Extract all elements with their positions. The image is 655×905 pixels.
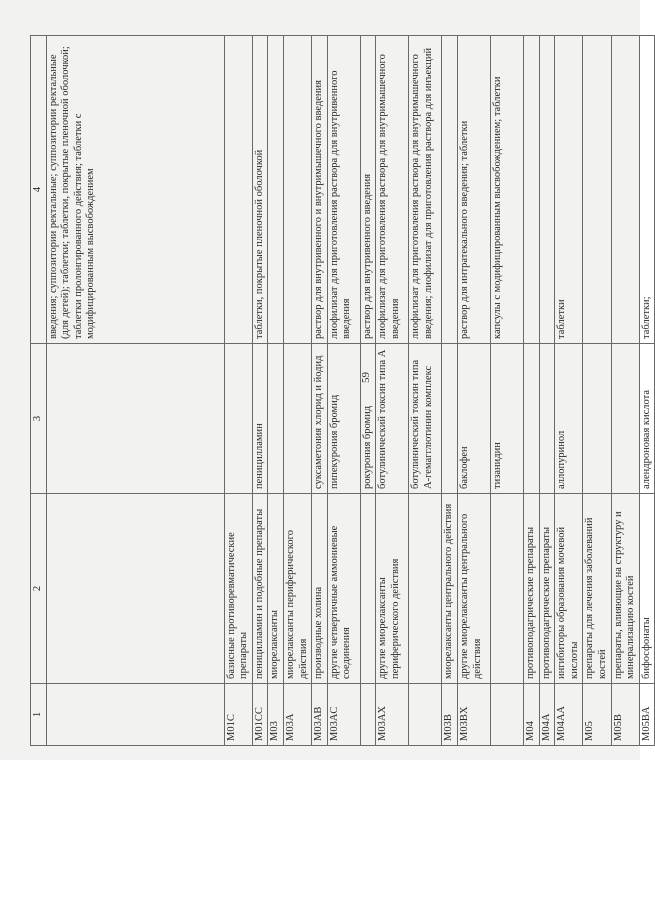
drug-table <box>30 35 655 746</box>
table-row <box>523 36 539 746</box>
code-cell: M01C <box>224 684 252 746</box>
group-cell: другие миорелаксанты центрального действия <box>457 494 490 684</box>
code-cell <box>490 684 523 746</box>
column-header: 4 <box>31 36 47 344</box>
drug-cell: ботулинический токсин типа А <box>376 344 409 494</box>
form-cell <box>583 36 611 344</box>
form-cell: лиофилизат для приготовления раствора для внутривенного введения <box>327 36 360 344</box>
form-cell <box>268 36 284 344</box>
table-row <box>555 36 583 746</box>
table-row <box>583 36 611 746</box>
form-cell: введения; суппозитории ректальные; суппозитории ректальные (для детей); таблетки; таблетки, покрытые пленочной оболочкой; таблетки пролонгированного действия; таблетки с модифицированным высвобождением <box>46 36 224 344</box>
form-cell: таблетки; <box>639 36 655 344</box>
group-cell: пеницилламин и подобные препараты <box>252 494 268 684</box>
form-cell <box>523 36 539 344</box>
drug-cell <box>523 344 539 494</box>
code-cell: M03BX <box>457 684 490 746</box>
group-cell: препараты для лечения заболеваний костей <box>583 494 611 684</box>
table-row <box>252 36 268 746</box>
table-row <box>442 36 458 746</box>
table-row <box>327 36 360 746</box>
code-cell: M04 <box>523 684 539 746</box>
form-cell <box>539 36 555 344</box>
drug-cell: пипекурония бромид <box>327 344 360 494</box>
code-cell <box>409 684 442 746</box>
group-cell <box>490 494 523 684</box>
blank-area <box>0 760 640 905</box>
code-cell: M03A <box>283 684 311 746</box>
code-cell <box>360 684 376 746</box>
form-cell <box>224 36 252 344</box>
code-cell: M05BA <box>639 684 655 746</box>
table-row <box>490 36 523 746</box>
table-row <box>312 36 328 746</box>
code-cell: M03AC <box>327 684 360 746</box>
code-cell <box>46 684 224 746</box>
column-header: 2 <box>31 494 47 684</box>
group-cell <box>409 494 442 684</box>
table-header-row <box>31 36 47 746</box>
group-cell: миорелаксанты центрального действия <box>442 494 458 684</box>
code-cell: M05B <box>611 684 639 746</box>
code-cell: M01CC <box>252 684 268 746</box>
group-cell: другие миорелаксанты периферического действия <box>376 494 409 684</box>
code-cell: M04A <box>539 684 555 746</box>
code-cell: M05 <box>583 684 611 746</box>
table-row <box>639 36 655 746</box>
form-cell: капсулы с модифицированным высвобождением; таблетки <box>490 36 523 344</box>
drug-cell: ботулинический токсин типа А-гемагглютинин комплекс <box>409 344 442 494</box>
form-cell: таблетки <box>555 36 583 344</box>
form-cell <box>283 36 311 344</box>
drug-cell <box>442 344 458 494</box>
drug-cell: тизанидин <box>490 344 523 494</box>
table-row <box>457 36 490 746</box>
form-cell: таблетки, покрытые пленочной оболочкой <box>252 36 268 344</box>
column-header: 3 <box>31 344 47 494</box>
drug-cell <box>539 344 555 494</box>
group-cell: базисные противоревматические препараты <box>224 494 252 684</box>
form-cell: раствор для внутривенного введения <box>360 36 376 344</box>
table-row <box>611 36 639 746</box>
drug-cell: суксаметония хлорид и йодид <box>312 344 328 494</box>
table-body <box>31 36 655 746</box>
form-cell: лиофилизат для приготовления раствора для внутримышечного введения; лиофилизат для приготовления раствора для инъекций <box>409 36 442 344</box>
table-row <box>268 36 284 746</box>
form-cell <box>611 36 639 344</box>
code-cell: M03B <box>442 684 458 746</box>
group-cell: препараты, влияющие на структуру и минерализацию костей <box>611 494 639 684</box>
drug-cell: баклофен <box>457 344 490 494</box>
form-cell <box>442 36 458 344</box>
form-cell: раствор для интратекального введения; таблетки <box>457 36 490 344</box>
table-row <box>376 36 409 746</box>
group-cell: ингибиторы образования мочевой кислоты <box>555 494 583 684</box>
group-cell: производные холина <box>312 494 328 684</box>
form-cell: раствор для внутривенного и внутримышечного введения <box>312 36 328 344</box>
drug-cell <box>268 344 284 494</box>
group-cell: миорелаксанты периферического действия <box>283 494 311 684</box>
group-cell: противоподагрические препараты <box>523 494 539 684</box>
table-row <box>539 36 555 746</box>
code-cell: M03AB <box>312 684 328 746</box>
code-cell: M03 <box>268 684 284 746</box>
drug-cell <box>46 344 224 494</box>
continuation-row <box>46 36 224 746</box>
page-number: 59 <box>360 372 372 383</box>
table-row <box>224 36 252 746</box>
group-cell: бифосфонаты <box>639 494 655 684</box>
column-header: 1 <box>31 684 47 746</box>
drug-cell <box>611 344 639 494</box>
table-row <box>409 36 442 746</box>
code-cell: M04AA <box>555 684 583 746</box>
drug-cell: алендроновая кислота <box>639 344 655 494</box>
drug-cell <box>583 344 611 494</box>
group-cell: миорелаксанты <box>268 494 284 684</box>
group-cell: другие четвертичные аммониевые соединения <box>327 494 360 684</box>
drug-cell: пеницилламин <box>252 344 268 494</box>
group-cell: противоподагрические препараты <box>539 494 555 684</box>
group-cell <box>46 494 224 684</box>
drug-cell: рокурония бромид <box>360 344 376 494</box>
code-cell: M03AX <box>376 684 409 746</box>
table-row <box>360 36 376 746</box>
drug-cell <box>283 344 311 494</box>
drug-cell <box>224 344 252 494</box>
drug-cell: аллопуринол <box>555 344 583 494</box>
table-row <box>283 36 311 746</box>
form-cell: лиофилизат для приготовления раствора для внутримышечного введения <box>376 36 409 344</box>
group-cell <box>360 494 376 684</box>
